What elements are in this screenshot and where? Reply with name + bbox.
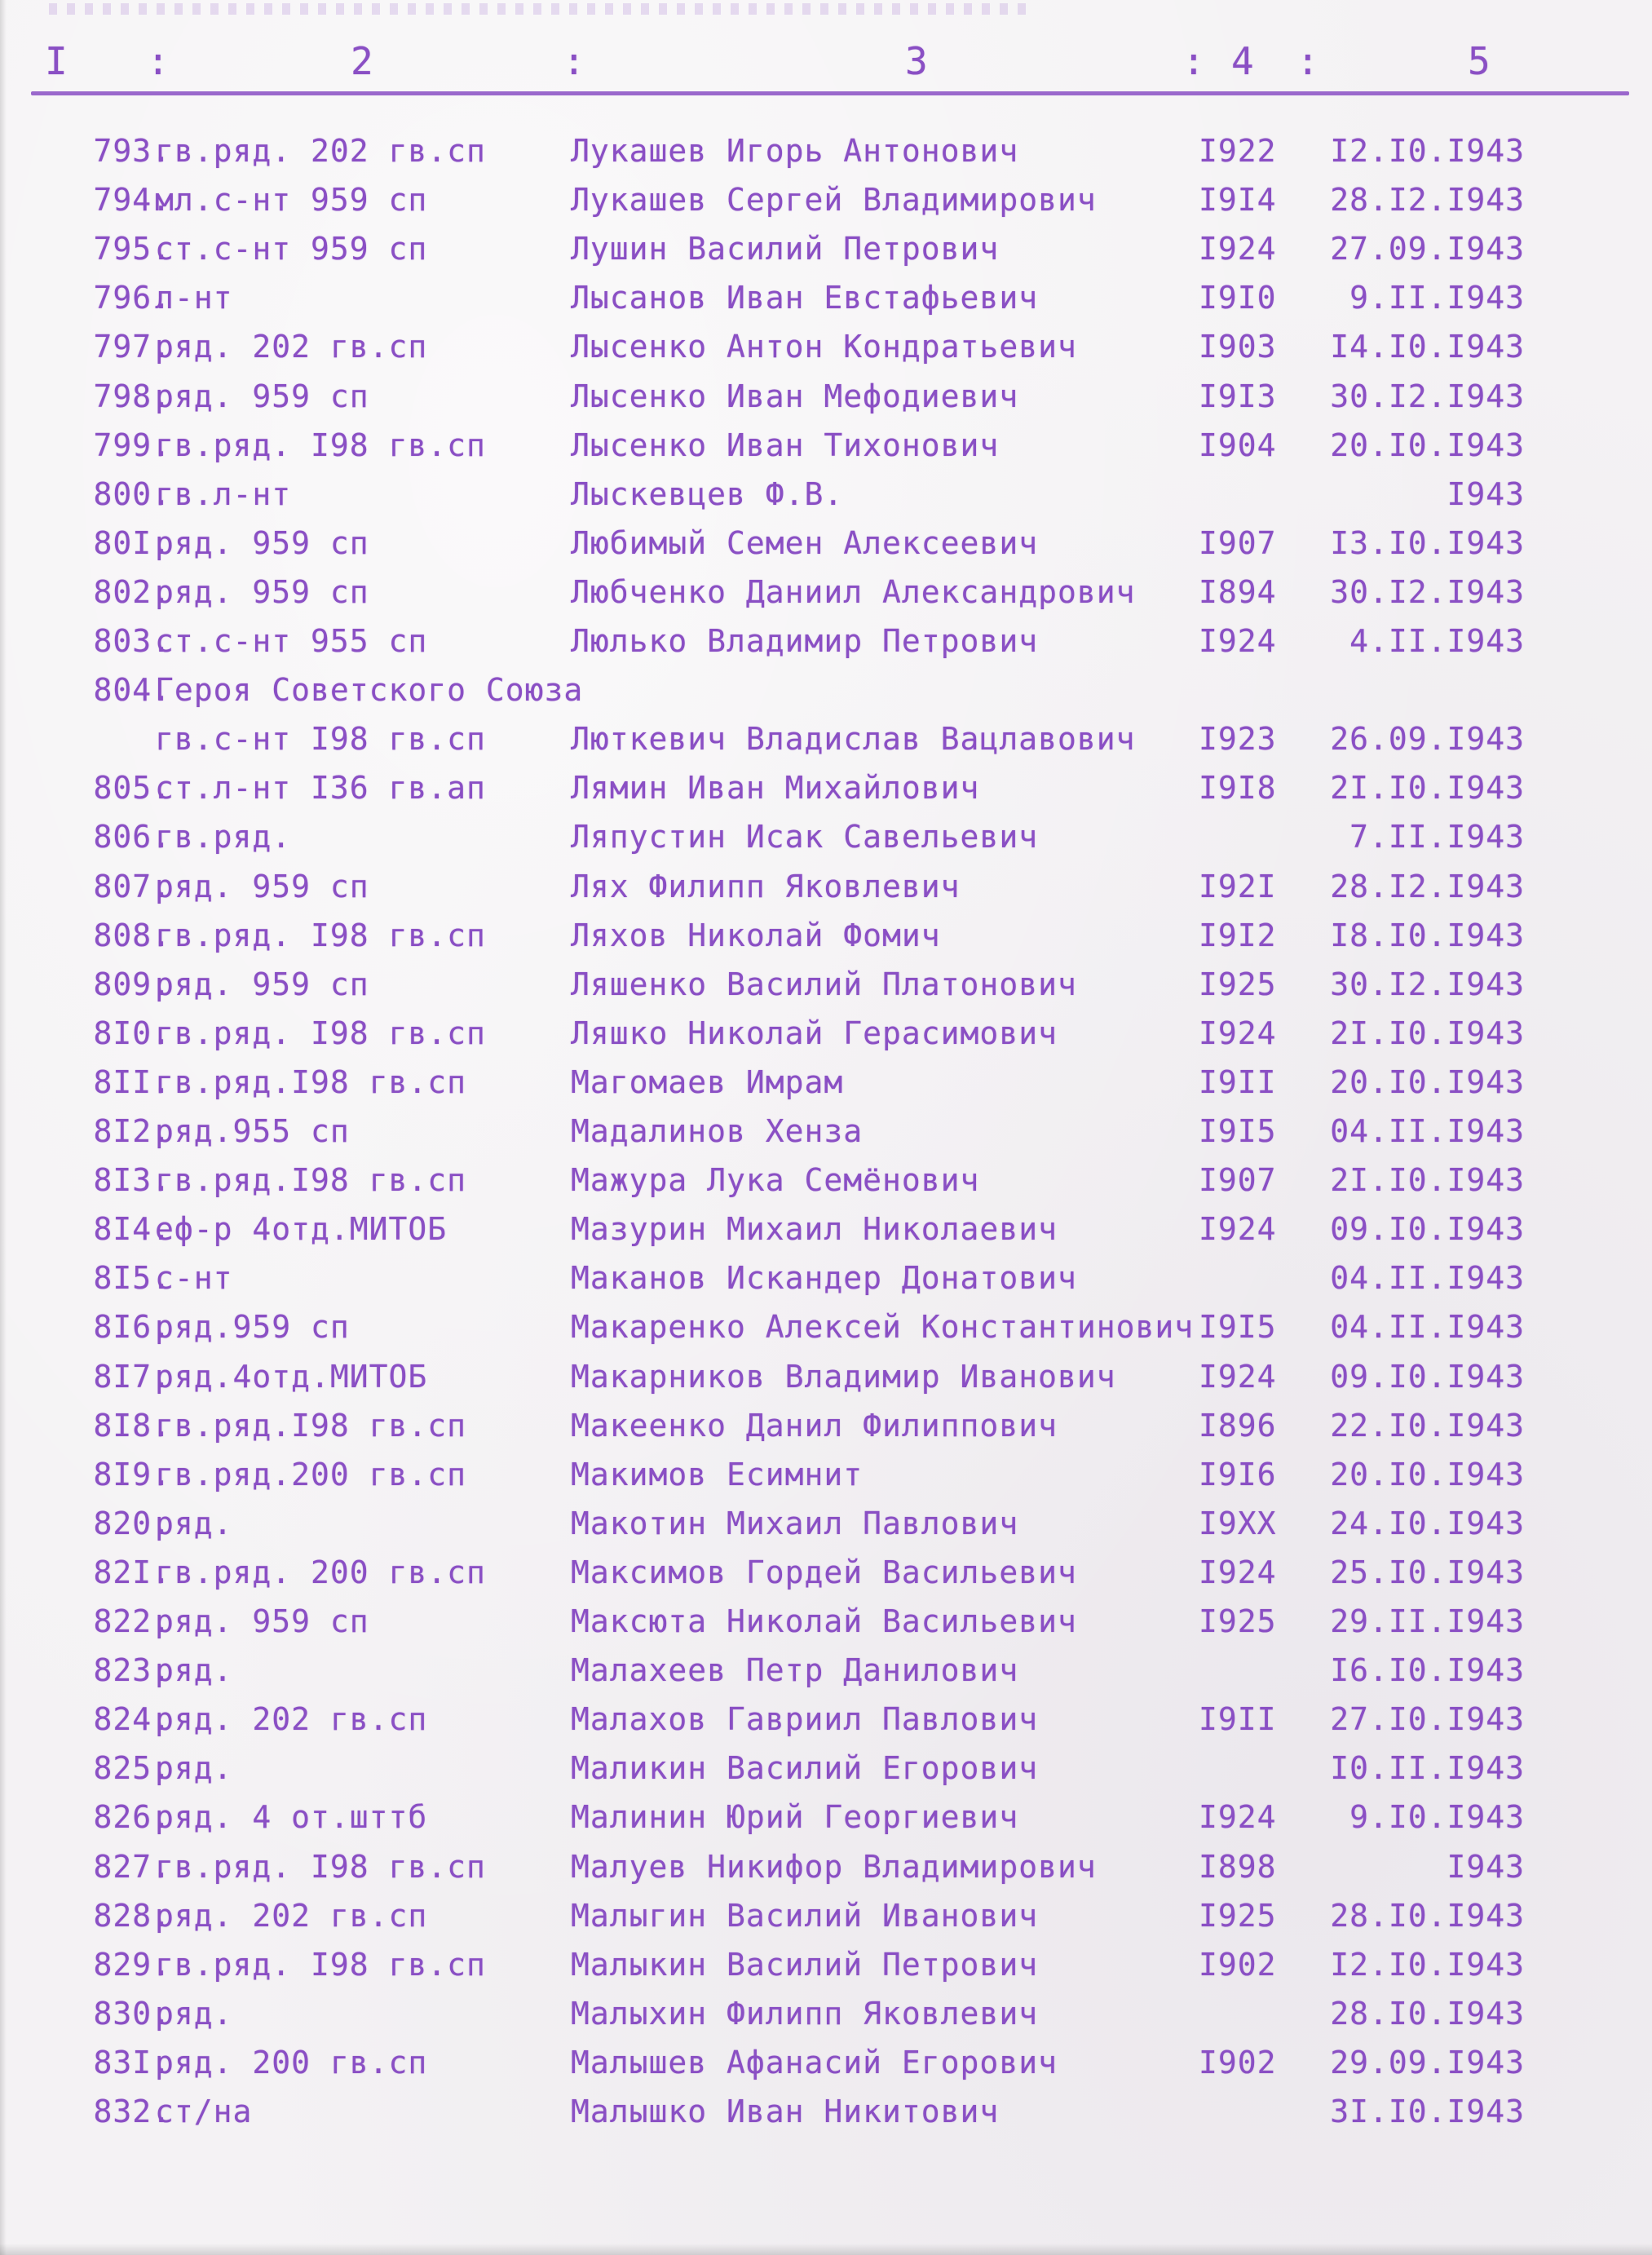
table-row (0, 672, 1652, 721)
rank-unit: ряд.955 сп (155, 1113, 350, 1149)
birth-year: I907 (1199, 1162, 1277, 1199)
death-date: 26.09.I943 (1330, 721, 1525, 758)
rank-unit: ряд. 959 сп (155, 524, 369, 561)
death-date: I2.I0.I943 (1330, 133, 1525, 169)
table-row (0, 2045, 1652, 2094)
rank-unit: ряд. 959 сп (155, 868, 369, 904)
row-number: 826. (93, 1799, 171, 1836)
death-date: 2I.I0.I943 (1330, 770, 1525, 807)
table-row (0, 917, 1652, 966)
table-row (0, 1849, 1652, 1898)
full-name: Макеенко Данил Филиппович (571, 1407, 1058, 1444)
row-number: 8I7. (93, 1358, 171, 1395)
header-col-5: 5 (1468, 39, 1492, 83)
death-date: I8.I0.I943 (1330, 917, 1525, 953)
death-date: 27.I0.I943 (1330, 1701, 1525, 1738)
birth-year: I9I0 (1199, 280, 1277, 316)
birth-year: I924 (1199, 1015, 1277, 1051)
table-row (0, 182, 1652, 231)
death-date: 30.I2.I943 (1330, 966, 1525, 1002)
header-rule (31, 91, 1629, 95)
header-col-4: 4 (1231, 39, 1256, 83)
table-row (0, 329, 1652, 378)
rank-unit: мл.с-нт 959 сп (155, 182, 428, 219)
death-date: 04.II.I943 (1330, 1260, 1525, 1297)
death-date: 2I.I0.I943 (1330, 1162, 1525, 1199)
table-row (0, 1799, 1652, 1848)
rank-unit: ряд.4отд.МИТОБ (155, 1358, 428, 1395)
rank-unit: гв.ряд. I98 гв.сп (155, 427, 486, 463)
full-name: Лысенко Иван Тихонович (571, 427, 1000, 463)
full-name: Макотин Михаил Павлович (571, 1505, 1019, 1541)
rank-unit: гв.ряд.I98 гв.сп (155, 1063, 467, 1100)
full-name: Мажура Лука Семёнович (571, 1162, 980, 1199)
full-name: Лысанов Иван Евстафьевич (571, 280, 1039, 316)
rank-unit: ст.л-нт I36 гв.ап (155, 770, 486, 807)
row-number: 824. (93, 1701, 171, 1738)
full-name: Малинин Юрий Георгиевич (571, 1799, 1019, 1836)
death-date: 7.II.I943 (1349, 819, 1525, 856)
rank-unit: гв.ряд.I98 гв.сп (155, 1162, 467, 1199)
row-number: 8I6. (93, 1309, 171, 1346)
death-date: 09.I0.I943 (1330, 1358, 1525, 1395)
rank-unit: ряд. (155, 1750, 233, 1787)
full-name: Мадалинов Хенза (571, 1113, 864, 1149)
row-number: 807. (93, 868, 171, 904)
death-date: 20.I0.I943 (1330, 1063, 1525, 1100)
row-number: 806. (93, 819, 171, 856)
death-date: 20.I0.I943 (1330, 427, 1525, 463)
birth-year: I903 (1199, 329, 1277, 365)
table-row (0, 1260, 1652, 1309)
birth-year: I925 (1199, 1897, 1277, 1934)
row-number: 803. (93, 623, 171, 659)
header-sep-2: : (563, 39, 587, 83)
full-name: Люткевич Владислав Вацлавович (571, 721, 1136, 758)
birth-year: I9I2 (1199, 917, 1277, 953)
table-row (0, 1947, 1652, 1996)
rank-unit: ряд. 202 гв.сп (155, 329, 428, 365)
full-name: Максюта Николай Васильевич (571, 1603, 1077, 1639)
row-number: 800. (93, 475, 171, 512)
row-number: 8I3. (93, 1162, 171, 1199)
row-number: 827. (93, 1848, 171, 1885)
row-number: 796. (93, 280, 171, 316)
full-name: Мазурин Михаил Николаевич (571, 1211, 1058, 1248)
birth-year: I9II (1199, 1701, 1277, 1738)
rank-unit: гв.ряд. I98 гв.сп (155, 1015, 486, 1051)
row-number: 830. (93, 1995, 171, 2032)
table-row (0, 231, 1652, 280)
header-col-2: 2 (351, 39, 375, 83)
full-name: Малышко Иван Никитович (571, 2094, 1000, 2129)
table-row (0, 1898, 1652, 1947)
death-date: 24.I0.I943 (1330, 1505, 1525, 1541)
full-name: Любченко Даниил Александрович (571, 573, 1136, 610)
full-name: Любимый Семен Алексеевич (571, 524, 1039, 561)
death-date: 9.II.I943 (1349, 280, 1525, 316)
table-row (0, 427, 1652, 476)
rank-unit: ряд. (155, 1505, 233, 1541)
rank-unit: ряд. (155, 1995, 233, 2032)
rank-unit: ряд. 959 сп (155, 966, 369, 1002)
table-row (0, 1359, 1652, 1408)
table-row (0, 1652, 1652, 1701)
birth-year: I922 (1199, 133, 1277, 169)
death-date: 04.II.I943 (1330, 1309, 1525, 1346)
full-name: Ляшенко Василий Платонович (571, 966, 1077, 1002)
header-sep-4: : (1296, 39, 1321, 83)
birth-year: I924 (1199, 1554, 1277, 1590)
row-number: 83I. (93, 2044, 171, 2080)
death-date: 9.I0.I943 (1349, 1799, 1525, 1836)
rank-unit: ряд. 202 гв.сп (155, 1701, 428, 1738)
death-date: I2.I0.I943 (1330, 1946, 1525, 1983)
rank-unit: гв.л-нт (155, 475, 292, 512)
table-row (0, 623, 1652, 672)
full-name: Люлько Владимир Петрович (571, 623, 1039, 659)
full-name: Ляшко Николай Герасимович (571, 1015, 1058, 1051)
rank-unit: ряд. 959 сп (155, 378, 369, 414)
table-row (0, 1064, 1652, 1113)
rank-unit: л-нт (155, 280, 233, 316)
birth-year: I9II (1199, 1063, 1277, 1100)
row-number: 825. (93, 1750, 171, 1787)
row-number: 798. (93, 378, 171, 414)
death-date: 28.I2.I943 (1330, 868, 1525, 904)
full-name: Малахов Гавриил Павлович (571, 1701, 1039, 1738)
full-name: Ляхов Николай Фомич (571, 917, 941, 953)
row-number: 822. (93, 1603, 171, 1639)
death-date: I943 (1447, 1848, 1525, 1885)
row-number: 80I. (93, 524, 171, 561)
row-number: 8II. (93, 1063, 171, 1100)
birth-year: I9I8 (1199, 770, 1277, 807)
birth-year: I907 (1199, 524, 1277, 561)
row-number: 808. (93, 917, 171, 953)
death-date: 28.I2.I943 (1330, 182, 1525, 219)
table-row (0, 1309, 1652, 1358)
rank-unit: гв.с-нт I98 гв.сп (155, 721, 486, 758)
table-row (0, 1701, 1652, 1750)
death-date: 09.I0.I943 (1330, 1211, 1525, 1248)
full-name: Лыскевцев Ф.В. (571, 475, 844, 512)
header-col-3: 3 (905, 39, 930, 83)
row-number: 8I4. (93, 1211, 171, 1248)
death-date: 22.I0.I943 (1330, 1407, 1525, 1444)
death-date: 3I.I0.I943 (1330, 2094, 1525, 2129)
full-name: Малуев Никифор Владимирович (571, 1848, 1097, 1885)
birth-year: I924 (1199, 1211, 1277, 1248)
death-date: 20.I0.I943 (1330, 1456, 1525, 1492)
row-number: 799. (93, 427, 171, 463)
row-number: 794. (93, 182, 171, 219)
full-name: Лысенко Иван Мефодиевич (571, 378, 1019, 414)
birth-year: I896 (1199, 1407, 1277, 1444)
death-date: 2I.I0.I943 (1330, 1015, 1525, 1051)
row-number: 805. (93, 770, 171, 807)
birth-year: I924 (1199, 231, 1277, 268)
table-row (0, 133, 1652, 182)
death-date: 30.I2.I943 (1330, 573, 1525, 610)
birth-year: I902 (1199, 2044, 1277, 2080)
rank-unit: гв.ряд. I98 гв.сп (155, 1946, 486, 1983)
full-name: Лях Филипп Яковлевич (571, 868, 961, 904)
full-name: Максимов Гордей Васильевич (571, 1554, 1077, 1590)
row-number: 795. (93, 231, 171, 268)
row-number: 802. (93, 573, 171, 610)
table-row (0, 476, 1652, 525)
birth-year: I92I (1199, 868, 1277, 904)
rank-unit: гв.ряд. I98 гв.сп (155, 1848, 486, 1885)
full-name: Малыгин Василий Иванович (571, 1897, 1039, 1934)
full-name: Лукашев Игорь Антонович (571, 133, 1019, 169)
header-col-1: I (45, 39, 69, 83)
rank-unit: ряд. 200 гв.сп (155, 2044, 428, 2080)
full-name: Магомаев Имрам (571, 1063, 844, 1100)
table-row (0, 1506, 1652, 1554)
table-row (0, 819, 1652, 868)
birth-year: I894 (1199, 573, 1277, 610)
death-date: I6.I0.I943 (1330, 1652, 1525, 1689)
death-date: 29.II.I943 (1330, 1603, 1525, 1639)
table-row (0, 966, 1652, 1015)
rank-unit: с-нт (155, 1260, 233, 1297)
rank-unit: ст/на (155, 2094, 253, 2129)
rank-unit: ряд. 959 сп (155, 573, 369, 610)
full-name: Макимов Есимнит (571, 1456, 864, 1492)
full-name: Малыхин Филипп Яковлевич (571, 1995, 1039, 2032)
table-row (0, 770, 1652, 819)
rank-unit: гв.ряд. 200 гв.сп (155, 1554, 486, 1590)
table-row (0, 2094, 1652, 2142)
table-row (0, 1408, 1652, 1457)
birth-year: I9I5 (1199, 1309, 1277, 1346)
rank-unit: ст.с-нт 955 сп (155, 623, 428, 659)
death-date: I943 (1447, 475, 1525, 512)
rank-unit: ряд.959 сп (155, 1309, 350, 1346)
row-number: 82I. (93, 1554, 171, 1590)
table-row (0, 1162, 1652, 1211)
header-sep-3: : (1182, 39, 1207, 83)
death-date: 28.I0.I943 (1330, 1995, 1525, 2032)
death-date: I3.I0.I943 (1330, 524, 1525, 561)
table-row (0, 1554, 1652, 1603)
birth-year: I925 (1199, 1603, 1277, 1639)
table-row (0, 1750, 1652, 1799)
full-name: Макарников Владимир Иванович (571, 1358, 1116, 1395)
table-row (0, 1603, 1652, 1652)
rank-unit: еф-р 4отд.МИТОБ (155, 1211, 448, 1248)
death-date: 27.09.I943 (1330, 231, 1525, 268)
full-name: Маканов Искандер Донатович (571, 1260, 1077, 1297)
row-number: 823. (93, 1652, 171, 1689)
rank-unit: Героя Советского Союза (155, 672, 584, 709)
birth-year: I9I3 (1199, 378, 1277, 414)
full-name: Лукашев Сергей Владимирович (571, 182, 1097, 219)
full-name: Малышев Афанасий Егорович (571, 2044, 1058, 2080)
table-row (0, 1457, 1652, 1506)
full-name: Лушин Василий Петрович (571, 231, 1000, 268)
birth-year: I904 (1199, 427, 1277, 463)
birth-year: I9I5 (1199, 1113, 1277, 1149)
table-row (0, 1015, 1652, 1064)
death-date: 30.I2.I943 (1330, 378, 1525, 414)
full-name: Лысенко Антон Кондратьевич (571, 329, 1077, 365)
birth-year: I9I6 (1199, 1456, 1277, 1492)
header-sep-1: : (147, 39, 171, 83)
death-date: 04.II.I943 (1330, 1113, 1525, 1149)
row-number: 809. (93, 966, 171, 1002)
row-number: 832. (93, 2094, 171, 2129)
row-number: 804. (93, 672, 171, 709)
row-number: 8I0. (93, 1015, 171, 1051)
row-number: 8I5. (93, 1260, 171, 1297)
table-row (0, 574, 1652, 623)
birth-year: I902 (1199, 1946, 1277, 1983)
rank-unit: ряд. 202 гв.сп (155, 1897, 428, 1934)
death-date: 25.I0.I943 (1330, 1554, 1525, 1590)
birth-year: I898 (1199, 1848, 1277, 1885)
rank-unit: гв.ряд. I98 гв.сп (155, 917, 486, 953)
birth-year: I924 (1199, 1358, 1277, 1395)
rank-unit: гв.ряд.I98 гв.сп (155, 1407, 467, 1444)
table-row (0, 869, 1652, 917)
birth-year: I9XX (1199, 1505, 1277, 1541)
full-name: Малахеев Петр Данилович (571, 1652, 1019, 1689)
rank-unit: ряд. 4 от.шттб (155, 1799, 428, 1836)
full-name: Малыкин Василий Петрович (571, 1946, 1039, 1983)
birth-year: I925 (1199, 966, 1277, 1002)
table-row (0, 1211, 1652, 1260)
table-row (0, 525, 1652, 574)
birth-year: I923 (1199, 721, 1277, 758)
table-row (0, 280, 1652, 329)
full-name: Маликин Василий Егорович (571, 1750, 1039, 1787)
row-number: 828. (93, 1897, 171, 1934)
death-date: 29.09.I943 (1330, 2044, 1525, 2080)
death-date: I4.I0.I943 (1330, 329, 1525, 365)
rank-unit: гв.ряд. 202 гв.сп (155, 133, 486, 169)
rank-unit: ст.с-нт 959 сп (155, 231, 428, 268)
birth-year: I924 (1199, 623, 1277, 659)
death-date: I0.II.I943 (1330, 1750, 1525, 1787)
full-name: Ляпустин Исак Савельевич (571, 819, 1039, 856)
death-date: 4.II.I943 (1349, 623, 1525, 659)
table-row (0, 378, 1652, 427)
row-number: 793. (93, 133, 171, 169)
rank-unit: ряд. (155, 1652, 233, 1689)
row-number: 820. (93, 1505, 171, 1541)
full-name: Лямин Иван Михайлович (571, 770, 980, 807)
rank-unit: гв.ряд. (155, 819, 292, 856)
rank-unit: гв.ряд.200 гв.сп (155, 1456, 467, 1492)
row-number: 8I9. (93, 1456, 171, 1492)
rank-unit: ряд. 959 сп (155, 1603, 369, 1639)
birth-year: I9I4 (1199, 182, 1277, 219)
table-row (0, 1996, 1652, 2045)
row-number: 8I2. (93, 1113, 171, 1149)
row-number: 797. (93, 329, 171, 365)
death-date: 28.I0.I943 (1330, 1897, 1525, 1934)
table-row (0, 1113, 1652, 1162)
full-name: Макаренко Алексей Константинович (571, 1309, 1195, 1346)
row-number: 8I8. (93, 1407, 171, 1444)
table-row (0, 721, 1652, 770)
row-number: 829. (93, 1946, 171, 1983)
birth-year: I924 (1199, 1799, 1277, 1836)
